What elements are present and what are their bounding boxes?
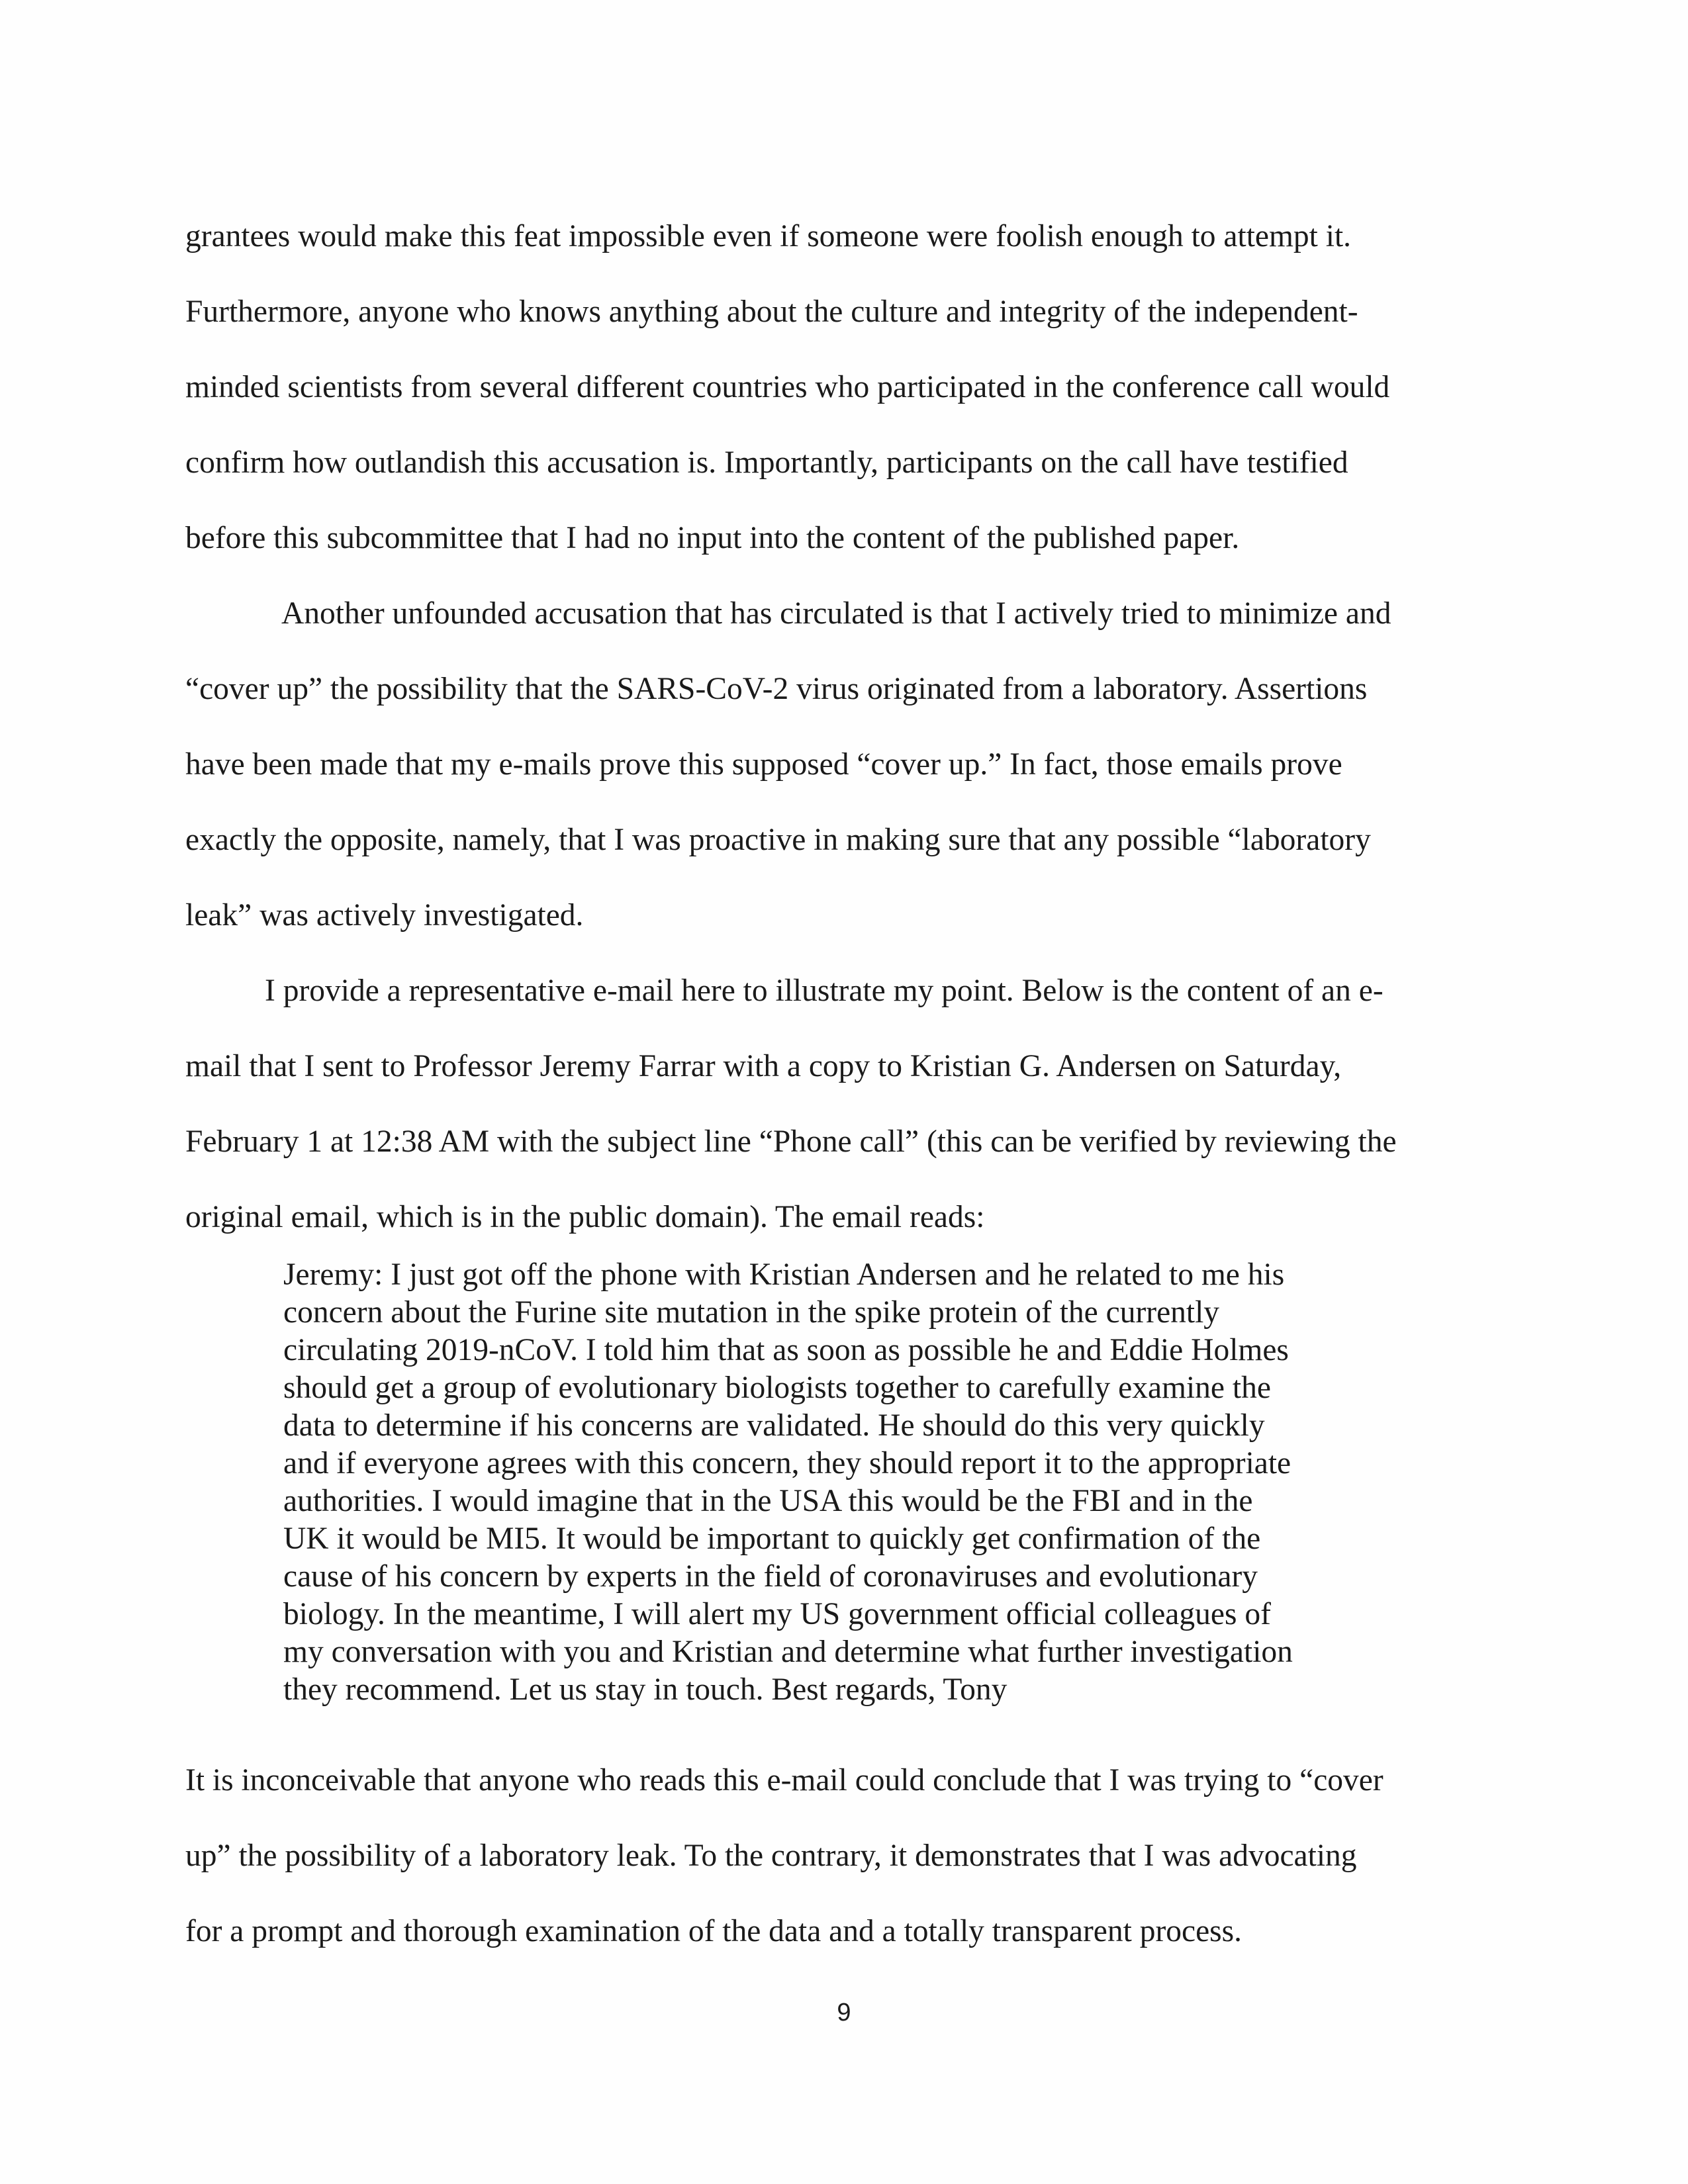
quote-line: should get a group of evolutionary biologists together to carefully examine the (283, 1371, 1271, 1405)
quote-line: UK it would be MI5. It would be important to quickly get confirmation of the (283, 1522, 1261, 1556)
quote-line: biology. In the meantime, I will alert my US government official colleagues of (283, 1597, 1271, 1631)
text-line: exactly the opposite, namely, that I was proactive in making sure that any possible “laboratory (185, 823, 1371, 857)
quote-line: authorities. I would imagine that in the USA this would be the FBI and in the (283, 1484, 1253, 1518)
text-line: mail that I sent to Professor Jeremy Farrar with a copy to Kristian G. Andersen on Saturday, (185, 1049, 1342, 1083)
quote-line: my conversation with you and Kristian and determine what further investigation (283, 1635, 1293, 1669)
text-line: grantees would make this feat impossible even if someone were foolish enough to attempt it. (185, 219, 1352, 253)
quote-line: cause of his concern by experts in the field of coronaviruses and evolutionary (283, 1559, 1258, 1594)
text-line: for a prompt and thorough examination of the data and a totally transparent process. (185, 1914, 1243, 1948)
text-line: up” the possibility of a laboratory leak. To the contrary, it demonstrates that I was advocating (185, 1839, 1357, 1873)
text-line: “cover up” the possibility that the SARS-CoV-2 virus originated from a laboratory. Assertions (185, 672, 1368, 706)
text-line: I provide a representative e-mail here to illustrate my point. Below is the content of an e- (265, 974, 1383, 1008)
body-text-bottom (185, 1743, 1509, 1969)
quote-line: Jeremy: I just got off the phone with Kristian Andersen and he related to me his (283, 1257, 1285, 1292)
text-line: It is inconceivable that anyone who reads this e-mail could conclude that I was trying to “cover (185, 1763, 1383, 1797)
quote-line: concern about the Furine site mutation in the spike protein of the currently (283, 1295, 1220, 1330)
page-number: 9 (837, 1999, 851, 2026)
text-line: have been made that my e-mails prove this supposed “cover up.” In fact, those emails prove (185, 747, 1342, 782)
text-line: before this subcommittee that I had no input into the content of the published paper. (185, 521, 1240, 555)
text-line: minded scientists from several different countries who participated in the conference call would (185, 370, 1390, 404)
text-line: Another unfounded accusation that has circulated is that I actively tried to minimize and (281, 596, 1391, 631)
text-line: February 1 at 12:38 AM with the subject line “Phone call” (this can be verified by reviewing the (185, 1124, 1397, 1159)
text-line: confirm how outlandish this accusation is. Importantly, participants on the call have testified (185, 445, 1348, 480)
email-blockquote (283, 1256, 1409, 1709)
text-line: leak” was actively investigated. (185, 898, 584, 933)
text-line: Furthermore, anyone who knows anything about the culture and integrity of the independent- (185, 295, 1358, 329)
quote-line: circulating 2019-nCoV. I told him that as soon as possible he and Eddie Holmes (283, 1333, 1289, 1367)
quote-line: and if everyone agrees with this concern, they should report it to the appropriate (283, 1446, 1291, 1480)
quote-line: they recommend. Let us stay in touch. Best regards, Tony (283, 1672, 1008, 1707)
text-line: original email, which is in the public domain). The email reads: (185, 1200, 985, 1234)
quote-line: data to determine if his concerns are validated. He should do this very quickly (283, 1408, 1265, 1443)
body-text-top (185, 199, 1509, 1255)
